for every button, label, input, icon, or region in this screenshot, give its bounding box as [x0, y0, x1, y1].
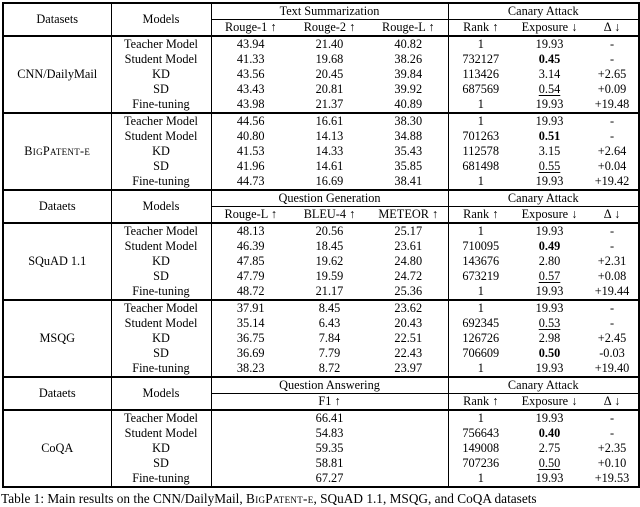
- metric-cell: 58.81: [211, 456, 448, 471]
- exposure-cell: [513, 331, 586, 346]
- metric-cell: 48.13: [211, 223, 290, 239]
- attack-col-header: Δ ↓: [586, 20, 639, 37]
- rank-cell: 126726: [448, 331, 513, 346]
- rank-cell: 681498: [448, 159, 513, 174]
- attack-col-header: Exposure ↓: [513, 207, 586, 224]
- exposure-cell: [513, 36, 586, 52]
- metric-cell: 24.80: [394, 254, 423, 268]
- exposure-cell: [513, 254, 586, 269]
- exposure-value: 19.93: [535, 224, 564, 238]
- model-cell: Fine-tuning: [111, 97, 211, 113]
- model-cell: Student Model: [111, 426, 211, 441]
- model-cell: KD: [111, 441, 211, 456]
- metric-cell: 25.36: [369, 284, 448, 300]
- delta-cell: +0.04: [597, 159, 627, 173]
- metric-cell: 38.26: [394, 52, 423, 66]
- model-cell: Teacher Model: [111, 300, 211, 316]
- metric-cell: 6.43: [318, 316, 341, 330]
- rank-cell: 1: [448, 223, 513, 239]
- model-cell: SD: [111, 82, 211, 97]
- table-row: [3, 113, 639, 129]
- model-cell: KD: [111, 67, 211, 82]
- exposure-cell: [513, 441, 586, 456]
- exposure-cell: [513, 471, 586, 487]
- exposure-value: 19.93: [535, 174, 564, 188]
- exposure-value: 0.51: [538, 129, 561, 143]
- metric-cell: 35.14: [211, 316, 290, 331]
- metric-cell: 48.72: [211, 284, 290, 300]
- metric-cell: 21.40: [315, 37, 344, 51]
- model-cell: Fine-tuning: [111, 361, 211, 377]
- table-caption: [0, 491, 640, 507]
- delta-cell: +19.40: [586, 361, 639, 377]
- exposure-cell: [513, 456, 586, 471]
- delta-cell: +2.35: [597, 441, 627, 455]
- exposure-cell: [513, 82, 586, 97]
- attack-col-header: Exposure ↓: [513, 394, 586, 411]
- metric-cell: 36.75: [211, 331, 290, 346]
- exposure-cell: [513, 67, 586, 82]
- metric-cell: 19.68: [315, 52, 344, 66]
- col-header-models: Models: [111, 3, 211, 36]
- results-table-body: [3, 3, 639, 487]
- exposure-cell: [513, 144, 586, 159]
- delta-cell: -: [609, 301, 615, 315]
- exposure-cell: [513, 284, 586, 300]
- rank-cell: 673219: [448, 269, 513, 284]
- rank-cell: 113426: [448, 67, 513, 82]
- metric-cell: 46.39: [211, 239, 290, 254]
- metric-cell: 40.89: [369, 97, 448, 113]
- model-cell: Fine-tuning: [111, 471, 211, 487]
- task-group-header: Text Summarization: [211, 3, 448, 20]
- caption-dataset-smallcaps: BigPatent-e: [246, 491, 314, 506]
- delta-cell: -0.03: [599, 346, 625, 360]
- model-cell: Student Model: [111, 239, 211, 254]
- results-table: [2, 2, 640, 488]
- metric-cell: 38.23: [211, 361, 290, 377]
- delta-cell: +0.08: [597, 269, 627, 283]
- rank-cell: 1: [448, 471, 513, 487]
- col-header-datasets: Dataets: [3, 190, 111, 223]
- model-cell: Teacher Model: [111, 36, 211, 52]
- model-cell: SD: [111, 269, 211, 284]
- metric-cell: 39.84: [394, 67, 423, 81]
- delta-cell: +19.44: [586, 284, 639, 300]
- metric-col-header: Rouge-2 ↑: [290, 20, 369, 37]
- exposure-value: 2.75: [538, 441, 561, 455]
- rank-cell: 732127: [448, 52, 513, 67]
- exposure-cell: [513, 316, 586, 331]
- metric-cell: 20.56: [315, 224, 344, 238]
- model-cell: SD: [111, 346, 211, 361]
- metric-cell: 40.82: [394, 37, 423, 51]
- exposure-cell: [513, 410, 586, 426]
- exposure-value: 0.54: [538, 82, 561, 96]
- metric-cell: 41.53: [211, 144, 290, 159]
- exposure-value: 0.40: [538, 426, 561, 440]
- metric-cell: 20.81: [315, 82, 344, 96]
- exposure-value: 19.93: [535, 97, 564, 111]
- rank-cell: 701263: [448, 129, 513, 144]
- metric-cell: 40.80: [211, 129, 290, 144]
- metric-cell: 7.84: [318, 331, 341, 345]
- exposure-cell: [513, 129, 586, 144]
- metric-cell: 41.96: [211, 159, 290, 174]
- rank-cell: 707236: [448, 456, 513, 471]
- model-cell: Fine-tuning: [111, 284, 211, 300]
- exposure-cell: [513, 97, 586, 113]
- rank-cell: 1: [448, 113, 513, 129]
- exposure-cell: [513, 113, 586, 129]
- exposure-value: 0.57: [538, 269, 561, 283]
- rank-cell: 687569: [448, 82, 513, 97]
- metric-col-header: Rouge-1 ↑: [211, 20, 290, 37]
- metric-cell: 35.85: [394, 159, 423, 173]
- header-row-groups: [3, 377, 639, 394]
- delta-cell: +0.09: [597, 82, 627, 96]
- dataset-cell: BigPatent-e: [3, 113, 111, 190]
- task-group-header: Question Answering: [211, 377, 448, 394]
- rank-cell: 710095: [448, 239, 513, 254]
- rank-cell: 143676: [448, 254, 513, 269]
- exposure-value: 2.98: [538, 331, 561, 345]
- model-cell: Student Model: [111, 316, 211, 331]
- exposure-value: 0.45: [538, 52, 561, 66]
- metric-cell: 23.61: [394, 239, 423, 253]
- dataset-cell: MSQG: [3, 300, 111, 377]
- model-cell: KD: [111, 144, 211, 159]
- model-cell: Fine-tuning: [111, 174, 211, 190]
- metric-cell: 19.59: [315, 269, 344, 283]
- model-cell: Teacher Model: [111, 113, 211, 129]
- rank-cell: 692345: [448, 316, 513, 331]
- col-header-datasets: Datasets: [3, 3, 111, 36]
- delta-cell: -: [609, 426, 615, 440]
- metric-cell: 47.79: [211, 269, 290, 284]
- delta-cell: -: [609, 411, 615, 425]
- attack-group-header: Canary Attack: [448, 377, 639, 394]
- metric-cell: 43.94: [211, 36, 290, 52]
- model-cell: KD: [111, 331, 211, 346]
- delta-cell: -: [609, 224, 615, 238]
- attack-group-header: Canary Attack: [448, 3, 639, 20]
- rank-cell: 112578: [448, 144, 513, 159]
- metric-cell: 24.72: [394, 269, 423, 283]
- metric-cell: 22.43: [394, 346, 423, 360]
- metric-cell: 38.41: [369, 174, 448, 190]
- metric-cell: 43.98: [211, 97, 290, 113]
- exposure-value: 0.55: [538, 159, 561, 173]
- table-row: [3, 300, 639, 316]
- exposure-value: 19.93: [535, 114, 564, 128]
- exposure-value: 19.93: [535, 411, 564, 425]
- rank-cell: 1: [448, 36, 513, 52]
- metric-cell: 14.61: [315, 159, 344, 173]
- metric-cell: 47.85: [211, 254, 290, 269]
- metric-cell: 41.33: [211, 52, 290, 67]
- metric-cell: 20.43: [394, 316, 423, 330]
- rank-cell: 1: [448, 361, 513, 377]
- metric-cell: 8.72: [290, 361, 369, 377]
- exposure-cell: [513, 223, 586, 239]
- metric-col-header: METEOR ↑: [369, 207, 448, 224]
- delta-cell: +19.48: [586, 97, 639, 113]
- metric-cell: 34.88: [394, 129, 423, 143]
- delta-cell: -: [609, 52, 615, 66]
- exposure-cell: [513, 426, 586, 441]
- attack-col-header: Exposure ↓: [513, 20, 586, 37]
- table-row: [3, 36, 639, 52]
- rank-cell: 1: [448, 300, 513, 316]
- delta-cell: -: [609, 37, 615, 51]
- exposure-value: 19.93: [535, 37, 564, 51]
- delta-cell: +2.65: [597, 67, 627, 81]
- metric-cell: 39.92: [394, 82, 423, 96]
- exposure-value: 19.93: [535, 471, 564, 485]
- delta-cell: +19.42: [586, 174, 639, 190]
- model-cell: Teacher Model: [111, 410, 211, 426]
- attack-col-header: Rank ↑: [448, 207, 513, 224]
- metric-cell: 23.97: [369, 361, 448, 377]
- rank-cell: 1: [448, 97, 513, 113]
- model-cell: SD: [111, 159, 211, 174]
- exposure-cell: [513, 361, 586, 377]
- exposure-value: 2.80: [538, 254, 561, 268]
- header-row-groups: [3, 3, 639, 20]
- table-row: [3, 223, 639, 239]
- exposure-cell: [513, 269, 586, 284]
- metric-cell: 8.45: [318, 301, 341, 315]
- dataset-cell: CoQA: [3, 410, 111, 487]
- attack-group-header: Canary Attack: [448, 190, 639, 207]
- metric-cell: 16.69: [290, 174, 369, 190]
- exposure-value: 19.93: [535, 301, 564, 315]
- exposure-value: 3.15: [538, 144, 561, 158]
- metric-cell: 43.43: [211, 82, 290, 97]
- exposure-value: 0.50: [538, 346, 561, 360]
- metric-col-header: Rouge-L ↑: [369, 20, 448, 37]
- dataset-cell: CNN/DailyMail: [3, 36, 111, 113]
- metric-cell: 54.83: [211, 426, 448, 441]
- exposure-cell: [513, 300, 586, 316]
- metric-cell: 36.69: [211, 346, 290, 361]
- dataset-cell: SQuAD 1.1: [3, 223, 111, 300]
- metric-cell: 16.61: [315, 114, 344, 128]
- delta-cell: +19.53: [586, 471, 639, 487]
- delta-cell: -: [609, 239, 615, 253]
- delta-cell: -: [609, 316, 615, 330]
- metric-cell: 37.91: [211, 300, 290, 316]
- metric-cell: 44.56: [211, 113, 290, 129]
- metric-col-header: BLEU-4 ↑: [290, 207, 369, 224]
- col-header-models: Models: [111, 190, 211, 223]
- metric-cell: 43.56: [211, 67, 290, 82]
- task-group-header: Question Generation: [211, 190, 448, 207]
- exposure-value: 3.14: [538, 67, 561, 81]
- metric-cell: 38.30: [394, 114, 423, 128]
- metric-col-header: F1 ↑: [211, 394, 448, 411]
- attack-col-header: Rank ↑: [448, 20, 513, 37]
- metric-cell: 18.45: [315, 239, 344, 253]
- rank-cell: 149008: [448, 441, 513, 456]
- rank-cell: 756643: [448, 426, 513, 441]
- metric-cell: 14.13: [315, 129, 344, 143]
- exposure-value: 0.50: [538, 456, 561, 470]
- model-cell: Student Model: [111, 129, 211, 144]
- delta-cell: +2.45: [597, 331, 627, 345]
- model-cell: KD: [111, 254, 211, 269]
- header-row-groups: [3, 190, 639, 207]
- metric-cell: 14.33: [315, 144, 344, 158]
- metric-cell: 25.17: [394, 224, 423, 238]
- table-row: [3, 410, 639, 426]
- exposure-cell: [513, 239, 586, 254]
- col-header-datasets: Dataets: [3, 377, 111, 410]
- exposure-value: 19.93: [535, 361, 564, 375]
- metric-cell: 67.27: [211, 471, 448, 487]
- metric-cell: 23.62: [394, 301, 423, 315]
- metric-cell: 44.73: [211, 174, 290, 190]
- metric-cell: 35.43: [394, 144, 423, 158]
- rank-cell: 1: [448, 410, 513, 426]
- rank-cell: 1: [448, 284, 513, 300]
- exposure-value: 0.53: [538, 316, 561, 330]
- metric-cell: 22.51: [394, 331, 423, 345]
- exposure-cell: [513, 346, 586, 361]
- metric-cell: 20.45: [315, 67, 344, 81]
- caption-text-post: , SQuAD 1.1, MSQG, and CoQA datasets: [313, 491, 537, 506]
- attack-col-header: Δ ↓: [586, 207, 639, 224]
- delta-cell: +2.64: [597, 144, 627, 158]
- exposure-cell: [513, 174, 586, 190]
- model-cell: SD: [111, 456, 211, 471]
- metric-cell: 59.35: [211, 441, 448, 456]
- metric-col-header: Rouge-L ↑: [211, 207, 290, 224]
- exposure-value: 0.49: [538, 239, 561, 253]
- delta-cell: -: [609, 114, 615, 128]
- exposure-cell: [513, 159, 586, 174]
- rank-cell: 706609: [448, 346, 513, 361]
- col-header-models: Models: [111, 377, 211, 410]
- delta-cell: -: [609, 129, 615, 143]
- caption-text-pre: Table 1: Main results on the CNN/DailyMail,: [1, 491, 247, 506]
- rank-cell: 1: [448, 174, 513, 190]
- metric-cell: 21.37: [290, 97, 369, 113]
- metric-cell: 19.62: [315, 254, 344, 268]
- model-cell: Teacher Model: [111, 223, 211, 239]
- delta-cell: +0.10: [597, 456, 627, 470]
- delta-cell: +2.31: [597, 254, 627, 268]
- metric-cell: 7.79: [318, 346, 341, 360]
- metric-cell: 66.41: [211, 410, 448, 426]
- metric-cell: 21.17: [290, 284, 369, 300]
- attack-col-header: Rank ↑: [448, 394, 513, 411]
- exposure-cell: [513, 52, 586, 67]
- model-cell: Student Model: [111, 52, 211, 67]
- attack-col-header: Δ ↓: [586, 394, 639, 411]
- exposure-value: 19.93: [535, 284, 564, 298]
